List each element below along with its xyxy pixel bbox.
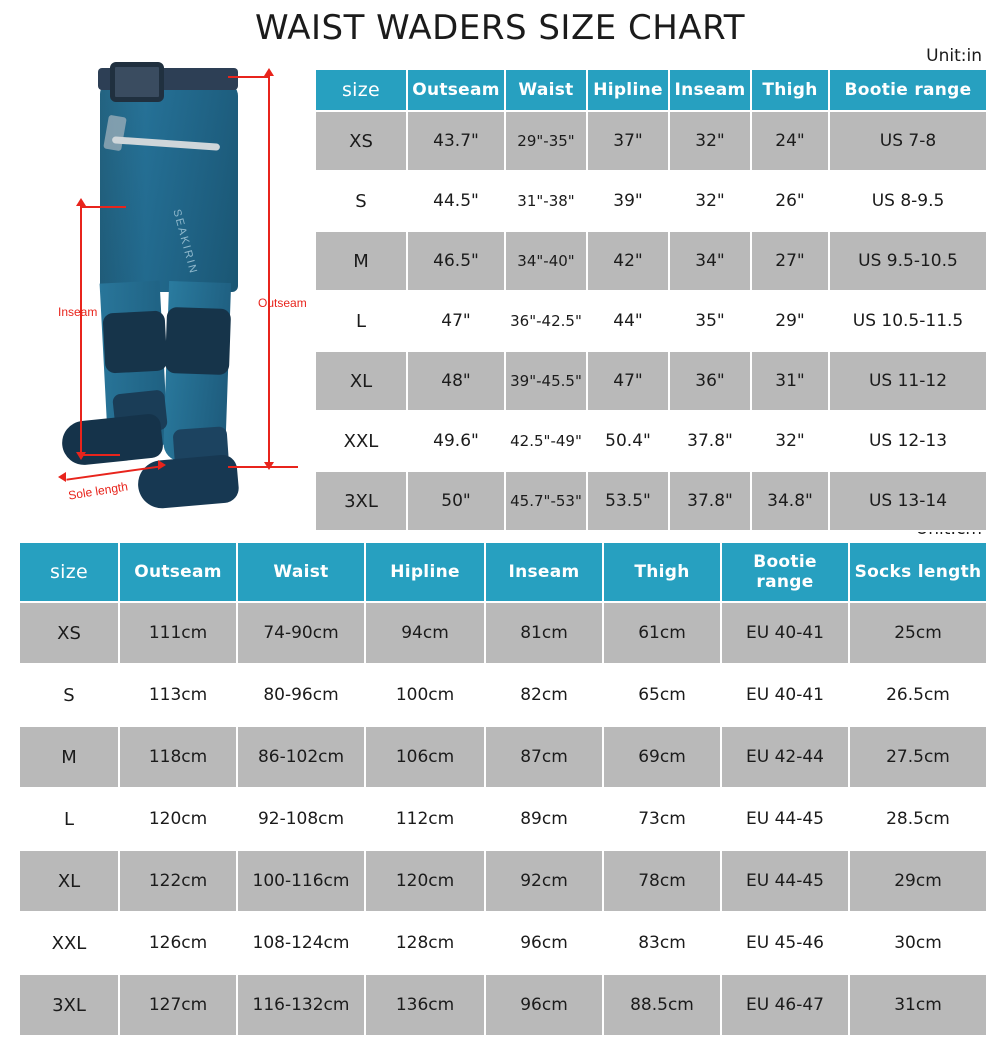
belt-buckle (110, 62, 164, 102)
inseam-label: Inseam (58, 305, 98, 319)
inseam-tick-top (80, 206, 126, 208)
table-row (315, 291, 987, 351)
column-header-outseam: Outseam (407, 69, 505, 111)
cell-hipline: 100cm (365, 664, 485, 726)
cell-thigh: 88.5cm (603, 974, 721, 1036)
cell-waist: 34"-40" (505, 231, 587, 291)
cell-size: M (19, 726, 119, 788)
cell-hipline: 37" (587, 111, 669, 171)
cell-waist: 100-116cm (237, 850, 365, 912)
cell-size: XL (19, 850, 119, 912)
cell-hipline: 44" (587, 291, 669, 351)
cell-hipline: 39" (587, 171, 669, 231)
cell-waist: 29"-35" (505, 111, 587, 171)
cell-thigh: 32" (751, 411, 829, 471)
cell-waist: 45.7"-53" (505, 471, 587, 531)
wader-body-shading (100, 82, 146, 292)
cell-inseam: 81cm (485, 602, 603, 664)
cell-bootie-range: EU 45-46 (721, 912, 849, 974)
cell-outseam: 113cm (119, 664, 237, 726)
cell-outseam: 48" (407, 351, 505, 411)
table-row (19, 788, 987, 850)
cell-outseam: 47" (407, 291, 505, 351)
cell-inseam: 32" (669, 171, 751, 231)
column-header-thigh: Thigh (751, 69, 829, 111)
cell-outseam: 46.5" (407, 231, 505, 291)
column-header-waist: Waist (505, 69, 587, 111)
inseam-measure-line (80, 206, 82, 456)
cell-thigh: 61cm (603, 602, 721, 664)
cell-bootie-range: US 8-9.5 (829, 171, 987, 231)
cell-outseam: 120cm (119, 788, 237, 850)
cell-hipline: 120cm (365, 850, 485, 912)
cell-outseam: 49.6" (407, 411, 505, 471)
cell-inseam: 96cm (485, 974, 603, 1036)
cell-inseam: 34" (669, 231, 751, 291)
cell-inseam: 32" (669, 111, 751, 171)
cell-thigh: 83cm (603, 912, 721, 974)
column-header-size: size (19, 542, 119, 602)
column-header-waist: Waist (237, 542, 365, 602)
knee-panel-right (165, 307, 231, 375)
cell-waist: 116-132cm (237, 974, 365, 1036)
column-header-hipline: Hipline (587, 69, 669, 111)
cell-size: S (19, 664, 119, 726)
cell-inseam: 92cm (485, 850, 603, 912)
cell-size: S (315, 171, 407, 231)
cell-socks-length: 28.5cm (849, 788, 987, 850)
cell-bootie-range: US 7-8 (829, 111, 987, 171)
table-row (19, 726, 987, 788)
cell-bootie-range: EU 42-44 (721, 726, 849, 788)
cell-hipline: 50.4" (587, 411, 669, 471)
cell-bootie-range: EU 40-41 (721, 664, 849, 726)
cell-outseam: 118cm (119, 726, 237, 788)
cell-waist: 86-102cm (237, 726, 365, 788)
outseam-arrow-top (264, 68, 274, 76)
column-header-size: size (315, 69, 407, 111)
cell-socks-length: 29cm (849, 850, 987, 912)
column-header-hipline: Hipline (365, 542, 485, 602)
column-header-inseam: Inseam (485, 542, 603, 602)
cell-inseam: 96cm (485, 912, 603, 974)
cell-bootie-range: US 9.5-10.5 (829, 231, 987, 291)
cell-size: 3XL (19, 974, 119, 1036)
cell-bootie-range: US 13-14 (829, 471, 987, 531)
cell-outseam: 43.7" (407, 111, 505, 171)
cell-waist: 36"-42.5" (505, 291, 587, 351)
knee-panel-left (102, 310, 167, 373)
cell-size: L (19, 788, 119, 850)
cell-size: XXL (315, 411, 407, 471)
cell-size: XXL (19, 912, 119, 974)
product-image (6, 20, 306, 520)
table-header-row (19, 542, 987, 602)
cell-waist: 42.5"-49" (505, 411, 587, 471)
cell-hipline: 42" (587, 231, 669, 291)
size-table-cm (18, 541, 988, 1037)
cell-thigh: 34.8" (751, 471, 829, 531)
table-header-row (315, 69, 987, 111)
column-header-socks-length: Socks length (849, 542, 987, 602)
bootie-right (136, 454, 240, 511)
outseam-label: Outseam (258, 296, 307, 310)
table-row (19, 974, 987, 1036)
outseam-tick-bottom (228, 466, 298, 468)
column-header-bootie-range: Bootie range (721, 542, 849, 602)
cell-size: L (315, 291, 407, 351)
table-row (315, 411, 987, 471)
cell-size: XS (19, 602, 119, 664)
cell-socks-length: 25cm (849, 602, 987, 664)
cell-socks-length: 31cm (849, 974, 987, 1036)
cell-hipline: 53.5" (587, 471, 669, 531)
cell-outseam: 127cm (119, 974, 237, 1036)
table-row (19, 664, 987, 726)
cell-inseam: 35" (669, 291, 751, 351)
cell-hipline: 112cm (365, 788, 485, 850)
column-header-thigh: Thigh (603, 542, 721, 602)
unit-label-inches: Unit:in (926, 46, 982, 66)
cell-socks-length: 27.5cm (849, 726, 987, 788)
outseam-tick-top (228, 76, 270, 78)
cell-thigh: 26" (751, 171, 829, 231)
cell-hipline: 94cm (365, 602, 485, 664)
cell-outseam: 44.5" (407, 171, 505, 231)
cell-bootie-range: EU 44-45 (721, 850, 849, 912)
cell-size: XS (315, 111, 407, 171)
cell-hipline: 136cm (365, 974, 485, 1036)
cell-inseam: 37.8" (669, 411, 751, 471)
table-row (315, 351, 987, 411)
inseam-tick-bottom (80, 454, 120, 456)
cell-size: XL (315, 351, 407, 411)
cell-outseam: 122cm (119, 850, 237, 912)
cell-bootie-range: EU 46-47 (721, 974, 849, 1036)
cell-thigh: 31" (751, 351, 829, 411)
sole-length-label: Sole length (67, 479, 129, 503)
cell-thigh: 78cm (603, 850, 721, 912)
cell-waist: 92-108cm (237, 788, 365, 850)
column-header-outseam: Outseam (119, 542, 237, 602)
cell-thigh: 69cm (603, 726, 721, 788)
cell-thigh: 27" (751, 231, 829, 291)
cell-thigh: 73cm (603, 788, 721, 850)
cell-waist: 39"-45.5" (505, 351, 587, 411)
cell-hipline: 106cm (365, 726, 485, 788)
cell-inseam: 37.8" (669, 471, 751, 531)
table-row (19, 602, 987, 664)
cell-waist: 108-124cm (237, 912, 365, 974)
cell-socks-length: 30cm (849, 912, 987, 974)
table-row (315, 471, 987, 531)
brand-logo-text: SEAKIRIN (170, 208, 200, 277)
table-row (315, 111, 987, 171)
cell-inseam: 36" (669, 351, 751, 411)
column-header-inseam: Inseam (669, 69, 751, 111)
cell-thigh: 65cm (603, 664, 721, 726)
cell-hipline: 128cm (365, 912, 485, 974)
cell-inseam: 89cm (485, 788, 603, 850)
cell-size: 3XL (315, 471, 407, 531)
column-header-bootie-range: Bootie range (829, 69, 987, 111)
size-table-inches (314, 68, 988, 532)
cell-thigh: 24" (751, 111, 829, 171)
sole-arrow-left (58, 472, 66, 482)
cell-socks-length: 26.5cm (849, 664, 987, 726)
cell-bootie-range: US 10.5-11.5 (829, 291, 987, 351)
cell-waist: 31"-38" (505, 171, 587, 231)
table-row (19, 850, 987, 912)
cell-bootie-range: EU 40-41 (721, 602, 849, 664)
cell-waist: 80-96cm (237, 664, 365, 726)
table-row (19, 912, 987, 974)
cell-thigh: 29" (751, 291, 829, 351)
cell-size: M (315, 231, 407, 291)
cell-waist: 74-90cm (237, 602, 365, 664)
sole-arrow-right (158, 460, 166, 470)
cell-outseam: 111cm (119, 602, 237, 664)
cell-bootie-range: EU 44-45 (721, 788, 849, 850)
outseam-measure-line (268, 76, 270, 466)
cell-inseam: 87cm (485, 726, 603, 788)
cell-bootie-range: US 12-13 (829, 411, 987, 471)
cell-hipline: 47" (587, 351, 669, 411)
table-row (315, 171, 987, 231)
cell-inseam: 82cm (485, 664, 603, 726)
cell-outseam: 126cm (119, 912, 237, 974)
page-title: WAIST WADERS SIZE CHART (254, 8, 746, 48)
table-row (315, 231, 987, 291)
cell-bootie-range: US 11-12 (829, 351, 987, 411)
cell-outseam: 50" (407, 471, 505, 531)
inseam-arrow-top (76, 198, 86, 206)
